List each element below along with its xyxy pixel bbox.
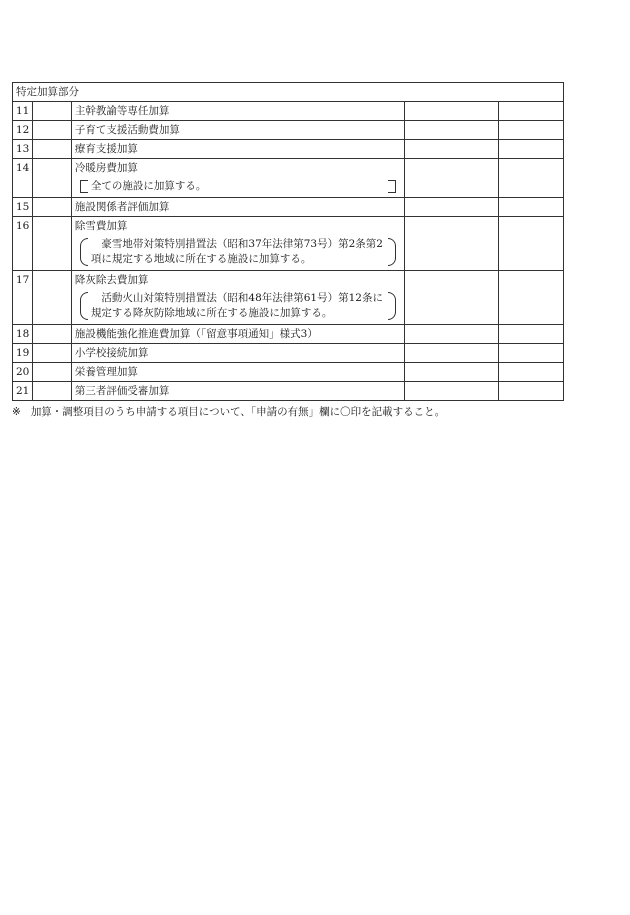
item-name: 療育支援加算 — [71, 140, 404, 159]
blank-cell — [32, 102, 71, 121]
item-cell — [71, 217, 404, 271]
item-name: 施設機能強化推進費加算（「留意事項通知」様式3） — [71, 325, 404, 344]
row-number: 16 — [13, 217, 33, 271]
blank-cell — [32, 140, 71, 159]
row-number: 18 — [13, 325, 33, 344]
table-row — [13, 363, 564, 382]
condition-text: 活動火山対策特別措置法（昭和48年法律第61号）第12条に規定する降灰防除地域に所在する施設に加算する。 — [90, 292, 383, 319]
table-row — [13, 271, 564, 325]
table-row — [13, 140, 564, 159]
entry-cell[interactable] — [498, 159, 564, 198]
entry-cell[interactable] — [404, 198, 498, 217]
entry-cell[interactable] — [498, 325, 564, 344]
blank-cell — [32, 159, 71, 198]
entry-cell[interactable] — [404, 325, 498, 344]
table-row — [13, 102, 564, 121]
blank-cell — [32, 363, 71, 382]
item-name: 栄養管理加算 — [71, 363, 404, 382]
item-name: 第三者評価受審加算 — [71, 382, 404, 401]
blank-cell — [32, 344, 71, 363]
entry-cell[interactable] — [404, 140, 498, 159]
row-number: 20 — [13, 363, 33, 382]
condition-text: 全ての施設に加算する。 — [90, 180, 207, 192]
entry-cell[interactable] — [404, 271, 498, 325]
entry-cell[interactable] — [404, 159, 498, 198]
entry-cell[interactable] — [498, 121, 564, 140]
item-name: 小学校接続加算 — [71, 344, 404, 363]
table-row — [13, 382, 564, 401]
item-cell — [71, 271, 404, 325]
entry-cell[interactable] — [498, 382, 564, 401]
entry-cell[interactable] — [498, 363, 564, 382]
entry-cell[interactable] — [498, 140, 564, 159]
table-row — [13, 121, 564, 140]
entry-cell[interactable] — [404, 363, 498, 382]
blank-cell — [32, 198, 71, 217]
table-row — [13, 217, 564, 271]
item-name: 子育て支援活動費加算 — [71, 121, 404, 140]
row-number: 17 — [13, 271, 33, 325]
condition-note — [77, 179, 399, 194]
item-name: 降灰除去費加算 — [74, 274, 149, 286]
additions-sheet — [12, 82, 564, 420]
row-number: 12 — [13, 121, 33, 140]
item-name: 主幹教諭等専任加算 — [71, 102, 404, 121]
entry-cell[interactable] — [498, 217, 564, 271]
blank-cell — [32, 325, 71, 344]
blank-cell — [32, 271, 71, 325]
row-number: 14 — [13, 159, 33, 198]
specific-additions-table — [12, 82, 564, 401]
section-header-row — [13, 83, 564, 102]
entry-cell[interactable] — [404, 121, 498, 140]
entry-cell[interactable] — [404, 382, 498, 401]
section-title: 特定加算部分 — [13, 83, 564, 102]
item-name: 施設関係者評価加算 — [71, 198, 404, 217]
entry-cell[interactable] — [498, 198, 564, 217]
entry-cell[interactable] — [498, 102, 564, 121]
row-number: 19 — [13, 344, 33, 363]
table-row — [13, 198, 564, 217]
blank-cell — [32, 382, 71, 401]
note-mark: ※ — [12, 406, 21, 418]
row-number: 21 — [13, 382, 33, 401]
item-name: 除雪費加算 — [74, 220, 128, 232]
item-name: 冷暖房費加算 — [74, 162, 138, 174]
note-text: 加算・調整項目のうち申請する項目について、「申請の有無」欄に〇印を記載すること。 — [30, 406, 446, 418]
condition-text: 豪雪地帯対策特別措置法（昭和37年法律第73号）第2条第2項に規定する地域に所在する施設に加算する。 — [90, 238, 383, 265]
row-number: 11 — [13, 102, 33, 121]
condition-note — [77, 291, 399, 321]
table-row — [13, 159, 564, 198]
blank-cell — [32, 217, 71, 271]
entry-cell[interactable] — [404, 217, 498, 271]
blank-cell — [32, 121, 71, 140]
table-row — [13, 344, 564, 363]
row-number: 15 — [13, 198, 33, 217]
table-row — [13, 325, 564, 344]
entry-cell[interactable] — [498, 344, 564, 363]
entry-cell[interactable] — [498, 271, 564, 325]
item-cell — [71, 159, 404, 198]
condition-note — [77, 237, 399, 267]
row-number: 13 — [13, 140, 33, 159]
entry-cell[interactable] — [404, 344, 498, 363]
entry-cell[interactable] — [404, 102, 498, 121]
footnote — [12, 404, 564, 420]
